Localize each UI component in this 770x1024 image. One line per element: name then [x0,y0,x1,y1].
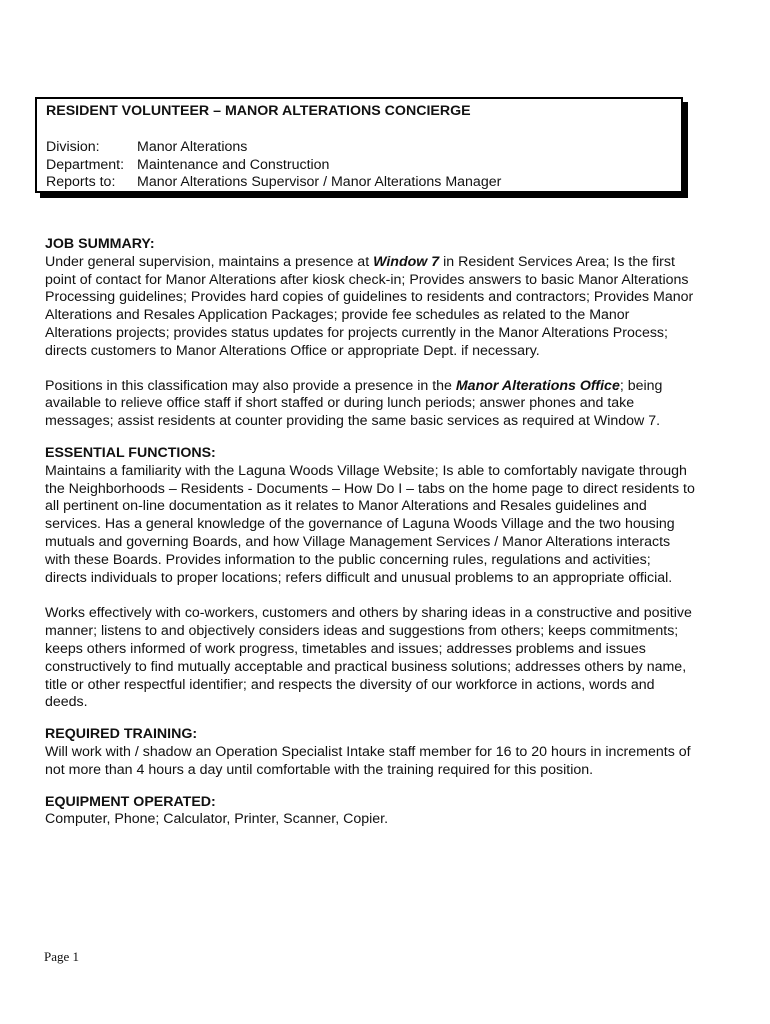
job-summary-p1-text-a: Under general supervision, maintains a presence at [45,253,374,270]
reports-to-value: Manor Alterations Supervisor / Manor Alterations Manager [137,174,502,191]
position-header-box [35,97,683,193]
equipment-operated-paragraph: Computer, Phone; Calculator, Printer, Scanner, Copier. [45,811,389,828]
job-summary-p2-text-a: Positions in this classification may also provide a presence in the [45,377,456,394]
job-summary-p2-text-b: ; being available to relieve office staff if short staffed or during lunch periods; answer phones and take messages; assist residents at counter providing the same basic services as required at Window 7. [45,377,663,430]
essential-functions-paragraph-1: Maintains a familiarity with the Laguna Woods Village Website; Is able to comfortably navigate through the Neighborhoods – Residents - Documents – How Do I – tabs on the home page to direct residents to all pertinent on-line documentation as it relates to Manor Alterations and Resales guidelines and services. Has a general knowledge of the governance of Laguna Woods Village and the two housing mutuals and governing Boards, and how Village Management Services / Manor Alterations interacts with these Boards. Provides information to the public concerning rules, regulations and activities; directs individuals to proper locations; refers difficult and unusual problems to an appropriate official. [45,462,695,586]
document-body [45,236,695,829]
position-title: RESIDENT VOLUNTEER – MANOR ALTERATIONS CONCIERGE [46,103,471,119]
manor-alterations-office-emphasis: Manor Alterations Office [455,377,620,394]
required-training-paragraph: Will work with / shadow an Operation Specialist Intake staff member for 16 to 20 hours in increments of not more than 4 hours a day until comfortable with the training required for this position. [45,743,691,778]
essential-functions-heading: ESSENTIAL FUNCTIONS: [45,444,216,461]
reports-to-row [46,174,681,192]
reports-to-label: Reports to: [46,174,116,191]
job-summary-section [45,236,695,431]
job-summary-heading: JOB SUMMARY: [45,236,155,252]
job-summary-paragraph-2 [45,378,695,431]
division-row [46,139,681,157]
department-row [46,157,681,175]
department-label: Department: [46,156,125,173]
job-summary-paragraph-1 [45,254,695,361]
page-number: Page 1 [44,949,80,964]
division-label: Division: [46,138,100,155]
division-value: Manor Alterations [137,138,248,155]
required-training-heading: REQUIRED TRAINING: [45,726,198,743]
equipment-operated-heading: EQUIPMENT OPERATED: [45,793,216,810]
essential-functions-paragraph-2: Works effectively with co-workers, customers and others by sharing ideas in a constructive and positive manner; listens to and objectively considers ideas and suggestions from others; keeps commitments; keeps others informed of work progress, timetables and issues; addresses problems and issues constructively to find mutually acceptable and practical business solutions; addresses others by name, title or other respectful identifier; and respects the diversity of our workforce in actions, words and deeds. [45,605,692,711]
window-7-emphasis: Window 7 [373,253,440,270]
essential-functions-section [45,445,695,712]
job-summary-p1-text-b: in Resident Services Area; Is the first point of contact for Manor Alterations after kiosk check-in; Provides answers to basic Manor Alterations Processing guidelines; Provides hard copies of guidelines to residents and contractors; Provides Manor Alterations and Resales Application Packages; provide fee schedules as related to the Manor Alterations projects; provides status updates for projects currently in the Manor Alterations Process; directs customers to Manor Alterations Office or appropriate Dept. if necessary. [45,253,694,359]
required-training-section [45,726,695,779]
equipment-operated-section [45,794,695,830]
department-value: Maintenance and Construction [137,156,330,173]
